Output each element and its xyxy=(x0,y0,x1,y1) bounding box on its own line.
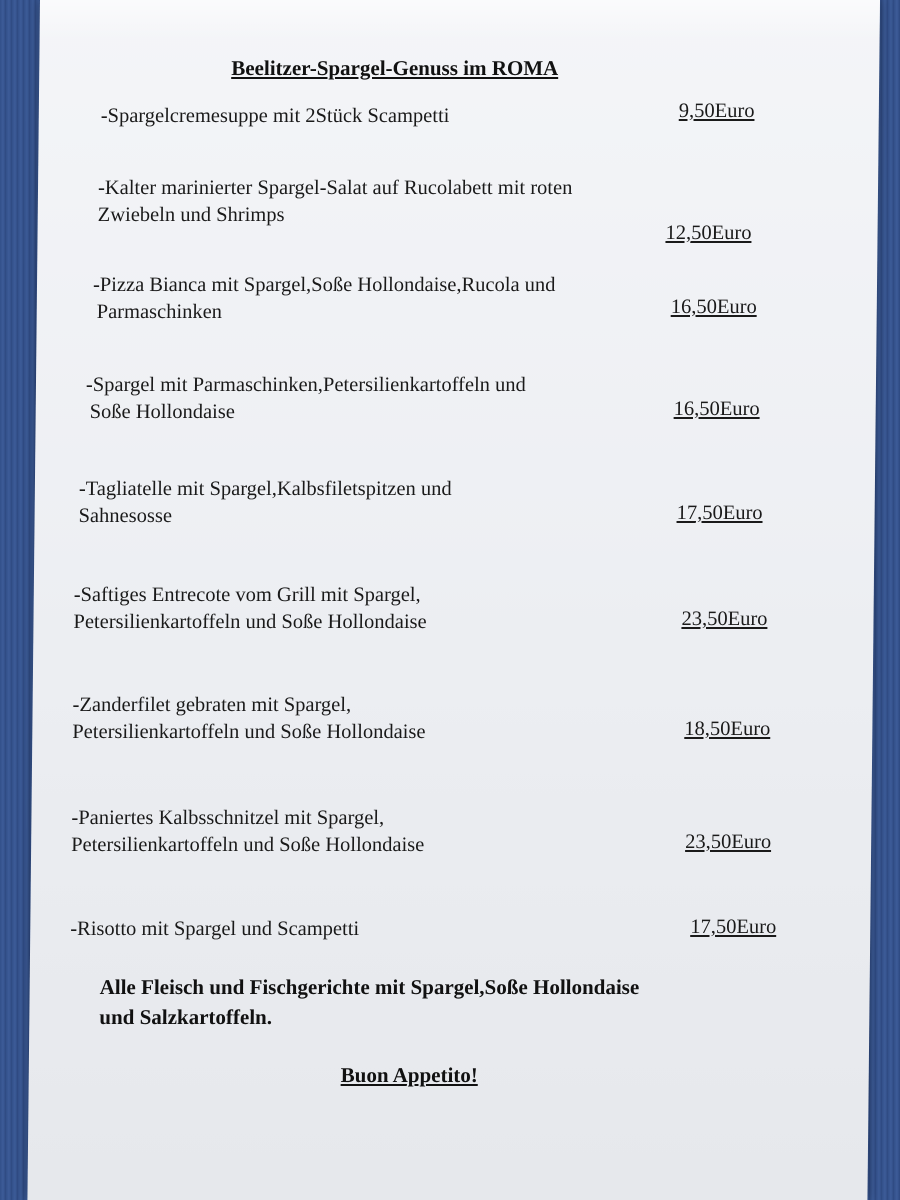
menu-note-line2: und Salzkartoffeln. xyxy=(99,1005,273,1029)
menu-note xyxy=(99,972,639,1032)
menu-item-8-price: 23,50Euro xyxy=(685,831,772,853)
menu-item-5-line2: Sahnesosse xyxy=(78,505,173,527)
menu-item-3-line1: -Pizza Bianca mit Spargel,Soße Hollondaise,Rucola und xyxy=(92,274,556,296)
menu-item-9-price: 17,50Euro xyxy=(690,916,777,938)
menu-item-9-line1: -Risotto mit Spargel und Scampetti xyxy=(70,918,360,940)
menu-item-6 xyxy=(73,582,427,636)
menu-item-7-line2: Petersilienkartoffeln und Soße Hollondaise xyxy=(72,721,426,743)
menu-title: Beelitzer-Spargel-Genuss im ROMA xyxy=(231,56,559,80)
menu-item-1-price: 9,50Euro xyxy=(678,100,755,122)
menu-item-6-price: 23,50Euro xyxy=(681,608,768,630)
menu-item-9 xyxy=(70,916,359,943)
menu-item-4 xyxy=(86,372,526,426)
menu-item-4-price: 16,50Euro xyxy=(673,398,760,420)
menu-item-5-price: 17,50Euro xyxy=(676,502,763,524)
menu-note-line1: Alle Fleisch und Fischgerichte mit Spargel,Soße Hollondaise xyxy=(99,975,640,999)
menu-item-8-line2: Petersilienkartoffeln und Soße Hollondaise xyxy=(71,834,425,856)
menu-item-7 xyxy=(72,692,426,746)
menu-item-3 xyxy=(93,272,556,326)
menu-item-6-line1: -Saftiges Entrecote vom Grill mit Spargel, xyxy=(73,584,421,606)
menu-item-5 xyxy=(78,476,451,530)
menu-item-3-price: 16,50Euro xyxy=(670,296,757,318)
menu-item-8 xyxy=(71,805,425,859)
menu-sheet xyxy=(27,0,880,1200)
menu-item-3-line2: Parmaschinken xyxy=(96,301,223,323)
menu-item-4-line2: Soße Hollondaise xyxy=(89,401,236,423)
menu-item-1-line1: -Spargelcremesuppe mit 2Stück Scampetti xyxy=(100,105,450,127)
menu-item-6-line2: Petersilienkartoffeln und Soße Hollondaise xyxy=(73,611,427,633)
menu-item-2-line1: -Kalter marinierter Spargel-Salat auf Rucolabett mit roten xyxy=(97,177,573,199)
menu-item-8-line1: -Paniertes Kalbsschnitzel mit Spargel, xyxy=(71,807,385,829)
menu-item-2-line2: Zwiebeln und Shrimps xyxy=(97,204,285,226)
menu-item-5-line1: -Tagliatelle mit Spargel,Kalbsfiletspitzen und xyxy=(78,478,452,500)
menu-item-2-price: 12,50Euro xyxy=(665,222,752,244)
menu-item-7-price: 18,50Euro xyxy=(684,718,771,740)
menu-item-1 xyxy=(101,103,450,130)
menu-item-4-line1: -Spargel mit Parmaschinken,Petersilienkartoffeln und xyxy=(85,374,526,396)
menu-item-2 xyxy=(98,175,573,229)
closing-text: Buon Appetito! xyxy=(340,1063,478,1087)
menu-item-7-line1: -Zanderfilet gebraten mit Spargel, xyxy=(72,694,352,716)
